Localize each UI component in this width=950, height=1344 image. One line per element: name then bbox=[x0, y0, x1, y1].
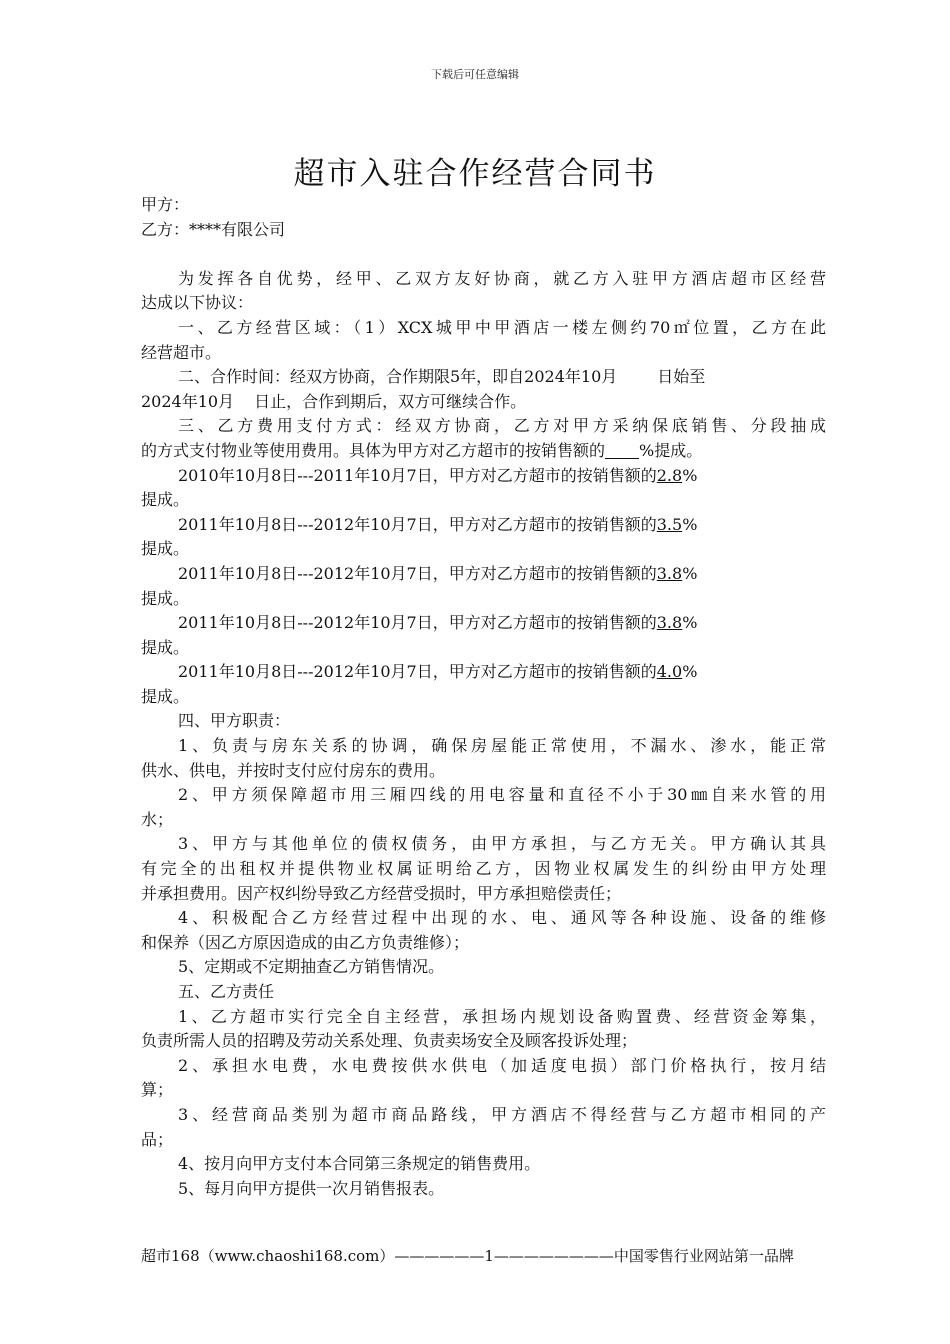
rate-unit: % bbox=[682, 613, 698, 633]
rate-line bbox=[141, 660, 826, 685]
rate-value: 3.5 bbox=[656, 514, 683, 534]
party-a: 甲方： bbox=[141, 195, 190, 214]
rate-value: 3.8 bbox=[656, 613, 683, 633]
rate-period: 2010年10月8日---2011年10月7日，甲方对乙方超市的按销售额的 bbox=[178, 465, 657, 485]
rate-unit: % bbox=[682, 662, 698, 682]
article-2-text: 日止，合作到期后，双方可继续合作。 bbox=[254, 391, 527, 411]
article-4-item: 2、甲方须保障超市用三厢四线的用电容量和直径不小于30㎜自来水管的用 bbox=[178, 785, 826, 805]
rate-line bbox=[141, 464, 826, 489]
percent-blank bbox=[605, 442, 639, 459]
rate-line bbox=[141, 611, 826, 636]
rate-suffix: 提成。 bbox=[141, 588, 190, 608]
rate-value: 2.8 bbox=[656, 465, 683, 485]
article-5-item: 5、每月向甲方提供一次月销售报表。 bbox=[178, 1178, 445, 1198]
party-b: 乙方：****有限公司 bbox=[141, 219, 286, 239]
rate-line bbox=[141, 513, 826, 538]
page-footer: 超市168（www.chaoshi168.com）——————1————————中国零售行业网站第一品牌 bbox=[141, 1247, 794, 1265]
rate-line bbox=[141, 562, 826, 587]
rate-unit: % bbox=[682, 514, 698, 534]
article-2-line bbox=[141, 390, 826, 415]
article-2-text: 2024年10月 bbox=[141, 391, 235, 411]
article-5-item: 算； bbox=[141, 1080, 174, 1100]
article-3-line: 三、乙方费用支付方式：经双方协商，乙方对甲方采纳保底销售、分段抽成 bbox=[178, 416, 826, 436]
rate-period: 2011年10月8日---2012年10月7日，甲方对乙方超市的按销售额的 bbox=[178, 514, 657, 534]
rate-unit: % bbox=[682, 465, 698, 485]
article-5-title: 五、乙方责任 bbox=[178, 982, 275, 1001]
article-2-text: 日始至 bbox=[657, 367, 706, 387]
rate-suffix: 提成。 bbox=[141, 539, 190, 559]
article-5-item: 2、承担水电费，水电费按供水供电（加适度电损）部门价格执行，按月结 bbox=[178, 1055, 826, 1075]
rate-suffix: 提成。 bbox=[141, 637, 190, 657]
header-note: 下载后可任意编辑 bbox=[431, 68, 519, 81]
rate-period: 2011年10月8日---2012年10月7日，甲方对乙方超市的按销售额的 bbox=[178, 563, 657, 583]
article-5-item: 3、经营商品类别为超市商品路线，甲方酒店不得经营与乙方超市相同的产 bbox=[178, 1104, 826, 1124]
article-5-item: 负责所需人员的招聘及劳动关系处理、负责卖场安全及顾客投诉处理； bbox=[141, 1031, 638, 1051]
article-5-item: 1、乙方超市实行完全自主经营，承担场内规划设备购置费、经营资金筹集， bbox=[178, 1006, 826, 1026]
spacer bbox=[141, 242, 826, 267]
article-4-title: 四、甲方职责： bbox=[178, 711, 291, 731]
article-5-item: 4、按月向甲方支付本合同第三条规定的销售费用。 bbox=[178, 1154, 541, 1174]
article-4-item: 5、定期或不定期抽查乙方销售情况。 bbox=[178, 957, 445, 977]
rate-suffix: 提成。 bbox=[141, 686, 190, 706]
article-4-item: 4、积极配合乙方经营过程中出现的水、电、通风等各种设施、设备的维修 bbox=[178, 908, 826, 928]
page-title: 超市入驻合作经营合同书 bbox=[293, 156, 657, 192]
article-3-text: 的方式支付物业等使用费用。具体为甲方对乙方超市的按销售额的 bbox=[141, 440, 606, 460]
rate-value: 4.0 bbox=[656, 662, 683, 682]
contract-body bbox=[141, 193, 826, 1201]
article-2-line bbox=[141, 365, 826, 390]
article-4-item: 并承担费用。因产权纠纷导致乙方经营受损时，甲方承担赔偿责任； bbox=[141, 883, 622, 903]
article-1-line: 经营超市。 bbox=[141, 342, 222, 362]
rate-value: 3.8 bbox=[656, 563, 683, 583]
article-1-line: 一、乙方经营区域：（1）XCX城甲中甲酒店一楼左侧约70㎡位置，乙方在此 bbox=[178, 317, 826, 337]
intro-line: 为发挥各自优势，经甲、乙双方友好协商，就乙方入驻甲方酒店超市区经营 bbox=[178, 268, 826, 288]
article-4-item: 1、负责与房东关系的协调，确保房屋能正常使用，不漏水、渗水，能正常 bbox=[178, 736, 826, 756]
article-2-text: 二、合作时间：经双方协商，合作期限5年，即自2024年10月 bbox=[178, 367, 618, 387]
rate-period: 2011年10月8日---2012年10月7日，甲方对乙方超市的按销售额的 bbox=[178, 613, 657, 633]
intro-line: 达成以下协议： bbox=[141, 293, 254, 313]
article-4-item: 供水、供电，并按时支付应付房东的费用。 bbox=[141, 760, 446, 780]
article-4-item: 3、甲方与其他单位的债权债务，由甲方承担，与乙方无关。甲方确认其具 bbox=[178, 834, 826, 854]
article-4-item: 和保养（因乙方原因造成的由乙方负责维修）； bbox=[141, 932, 470, 952]
rate-suffix: 提成。 bbox=[141, 490, 190, 510]
article-5-item: 品； bbox=[141, 1129, 174, 1149]
article-4-item: 有完全的出租权并提供物业权属证明给乙方，因物业权属发生的纠纷由甲方处理 bbox=[141, 859, 826, 879]
article-3-text: %提成。 bbox=[639, 440, 703, 460]
rate-period: 2011年10月8日---2012年10月7日，甲方对乙方超市的按销售额的 bbox=[178, 662, 657, 682]
rate-unit: % bbox=[682, 563, 698, 583]
article-4-item: 水； bbox=[141, 809, 174, 829]
article-3-line bbox=[141, 439, 826, 464]
